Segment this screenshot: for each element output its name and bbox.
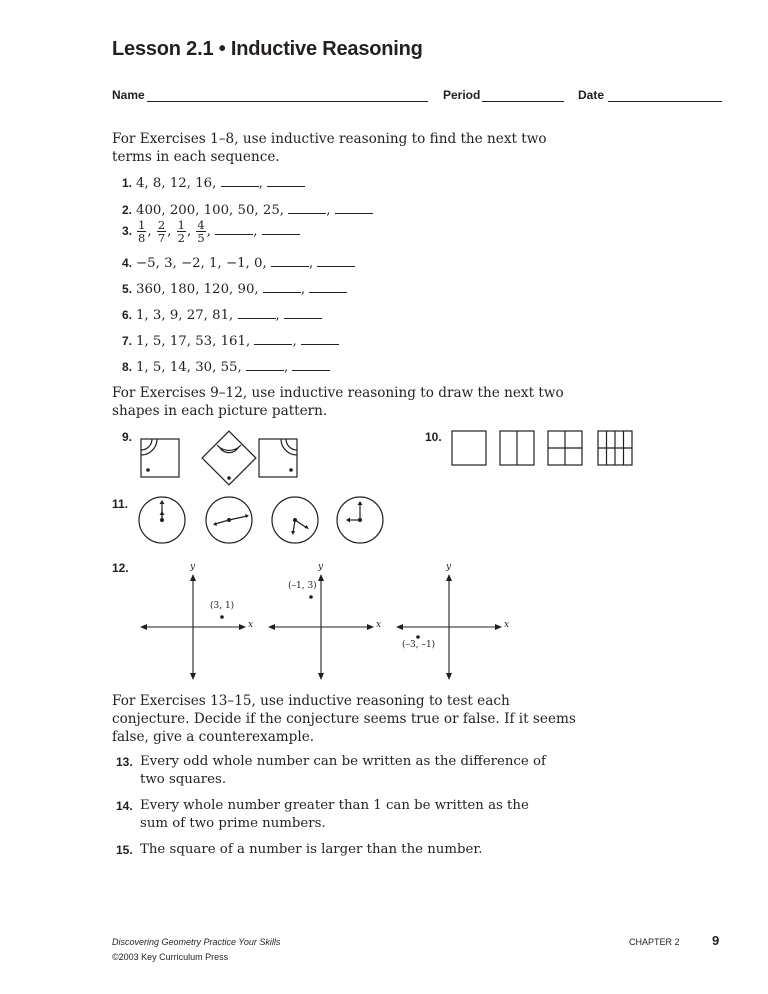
period-label: Period: [443, 88, 481, 102]
answer-blank[interactable]: [215, 223, 253, 235]
answer-blank[interactable]: [309, 281, 347, 293]
answer-blank[interactable]: [238, 307, 276, 319]
exercise-11-label: 11.: [112, 497, 129, 511]
graph-point: [416, 635, 420, 639]
page-number: 9: [712, 933, 720, 948]
exercise-5: 5. 360, 180, 120, 90, ,: [122, 281, 347, 297]
exercise-9-figures: [138, 428, 308, 488]
answer-blank[interactable]: [246, 359, 284, 371]
section1-instructions: For Exercises 1–8, use inductive reasoning to find the next two terms in each sequence.: [112, 131, 547, 165]
exercise-12-label: 12.: [112, 561, 129, 575]
conjecture-15: 15. The square of a number is larger than the number.: [116, 842, 483, 857]
y-axis-label: y: [190, 562, 196, 572]
exercise-9-label: 9.: [122, 430, 133, 444]
date-field[interactable]: [608, 101, 722, 102]
answer-blank[interactable]: [284, 307, 322, 319]
answer-blank[interactable]: [254, 333, 292, 345]
exercise-10-figures: [448, 428, 638, 470]
point-label: (–3, –1): [402, 640, 436, 650]
answer-blank[interactable]: [288, 202, 326, 214]
exercise-8: 8. 1, 5, 14, 30, 55, ,: [122, 359, 330, 375]
y-axis-label: y: [318, 562, 324, 572]
date-label: Date: [578, 88, 605, 102]
footer-copyright: ©2003 Key Curriculum Press: [112, 952, 229, 962]
page-title: Lesson 2.1 • Inductive Reasoning: [112, 38, 423, 60]
name-field[interactable]: [147, 101, 428, 102]
section2-instructions: For Exercises 9–12, use inductive reasoning to draw the next two shapes in each picture pattern.: [112, 385, 564, 419]
exercise-11-figures: [136, 494, 388, 546]
coordinate-graph-3: [394, 560, 516, 682]
exercise-1: 1. 4, 8, 12, 16, ,: [122, 175, 305, 191]
exercise-3: 3. $\frac{1}{8}$ , $\frac{2}{7}$ , $\frac{1}{2}$ , $\frac{4}{5}$ , ,: [122, 219, 300, 244]
answer-blank[interactable]: [263, 281, 301, 293]
x-axis-label: x: [248, 620, 254, 630]
x-axis-label: x: [504, 620, 510, 630]
y-axis-label: y: [446, 562, 452, 572]
name-label: Name: [112, 88, 145, 102]
point-label: (–1, 3): [288, 581, 317, 591]
coordinate-graph-1: [138, 560, 260, 682]
footer-chapter: CHAPTER 2: [629, 937, 680, 947]
answer-blank[interactable]: [301, 333, 339, 345]
exercise-2: 2. 400, 200, 100, 50, 25, ,: [122, 202, 373, 218]
coordinate-graph-2: [266, 560, 388, 682]
exercise-7: 7. 1, 5, 17, 53, 161, ,: [122, 333, 339, 349]
period-field[interactable]: [482, 101, 564, 102]
answer-blank[interactable]: [317, 255, 355, 267]
conjecture-13: 13. Every odd whole number can be written as the difference of two squares.: [116, 754, 546, 787]
x-axis-label: x: [376, 620, 382, 630]
exercise-10-label: 10.: [425, 430, 442, 444]
answer-blank[interactable]: [292, 359, 330, 371]
answer-blank[interactable]: [335, 202, 373, 214]
answer-blank[interactable]: [221, 175, 259, 187]
point-label: (3, 1): [210, 601, 235, 611]
answer-blank[interactable]: [262, 223, 300, 235]
footer-book-title: Discovering Geometry Practice Your Skills: [112, 937, 281, 947]
square-figure-1: [141, 439, 179, 477]
graph-point: [220, 615, 224, 619]
answer-blank[interactable]: [271, 255, 309, 267]
exercise-4: 4. −5, 3, −2, 1, −1, 0, ,: [122, 255, 355, 271]
answer-blank[interactable]: [267, 175, 305, 187]
exercise-6: 6. 1, 3, 9, 27, 81, ,: [122, 307, 322, 323]
conjecture-14: 14. Every whole number greater than 1 can be written as the sum of two prime numbers.: [116, 798, 529, 831]
section3-instructions: For Exercises 13–15, use inductive reasoning to test each conjecture. Decide if the conjecture seems true or false. If it seems false, give a counterexample.: [112, 693, 576, 745]
graph-point: [309, 595, 313, 599]
